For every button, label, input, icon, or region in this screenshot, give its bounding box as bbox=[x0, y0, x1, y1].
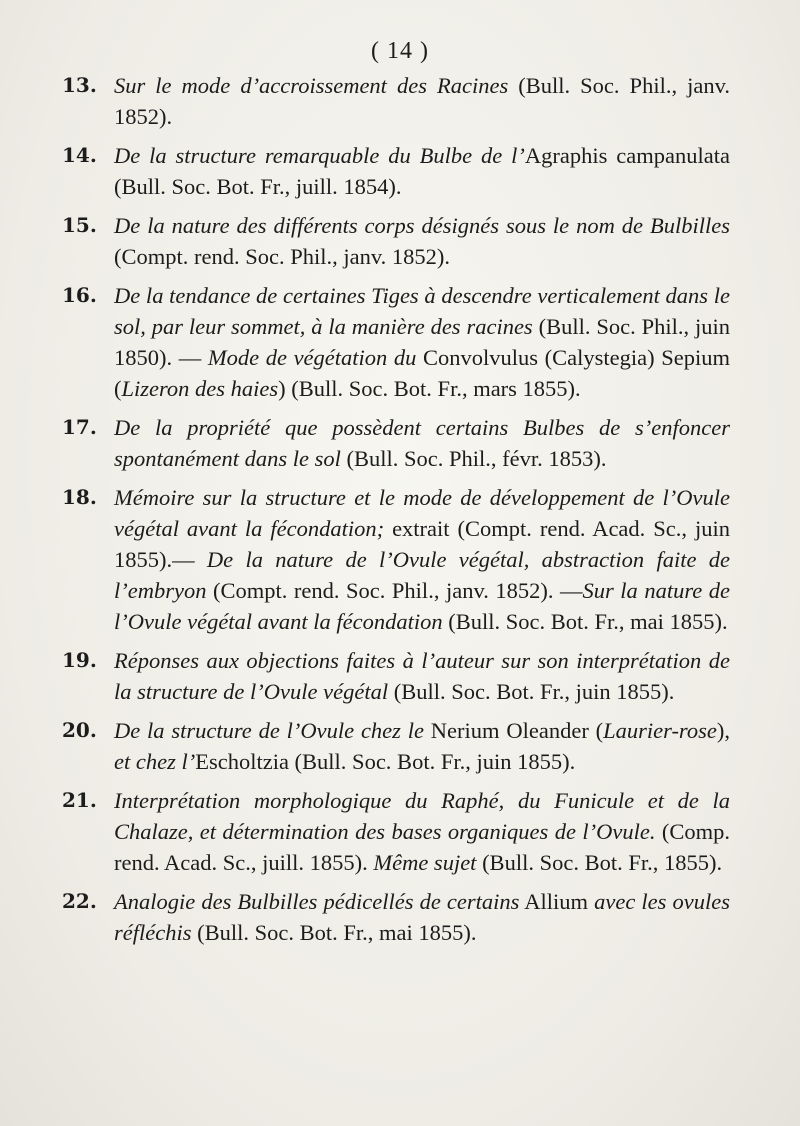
entry-number: 20. bbox=[62, 718, 97, 742]
entry-citation-text: Convolvulus (Calystegia) Sepium ( bbox=[114, 345, 730, 401]
entry-number: 16. bbox=[62, 283, 97, 307]
entry-citation-text: Escholtzia (Bull. Soc. Bot. Fr., juin 1855). bbox=[195, 749, 576, 774]
entry-number: 15. bbox=[62, 213, 97, 237]
entry-citation-text: (Bull. Soc. Bot. Fr., juin 1855). bbox=[388, 679, 675, 704]
entry-citation-text: Allium bbox=[519, 889, 595, 914]
bibliography-entry bbox=[62, 645, 730, 707]
entry-number: 21. bbox=[62, 788, 97, 812]
entry-number: 13. bbox=[62, 73, 97, 97]
bibliography-entry bbox=[62, 140, 730, 202]
entry-citation-text: (Comp. rend. Acad. Sc., juill. 1855). bbox=[114, 819, 730, 875]
entry-citation-text: ), bbox=[716, 718, 730, 743]
entry-title-text: Sur le mode d’accroissement des Racines bbox=[114, 73, 509, 98]
bibliography-entry bbox=[62, 70, 730, 132]
entry-title-text: De la nature des différents corps désignés sous le nom de Bulbilles bbox=[114, 213, 730, 238]
entry-citation-text: (Bull. Soc. Phil., janv. 1852). bbox=[114, 73, 730, 129]
entry-citation-text: (Compt. rend. Soc. Phil., janv. 1852). — bbox=[206, 578, 583, 603]
bibliography-entry bbox=[62, 785, 730, 878]
bibliography-entry bbox=[62, 715, 730, 777]
entry-number: 14. bbox=[62, 143, 97, 167]
entry-number: 18. bbox=[62, 485, 97, 509]
entry-citation-text: (Bull. Soc. Phil., juin 1850). — bbox=[114, 314, 730, 370]
entry-citation-text: Nerium Oleander ( bbox=[423, 718, 604, 743]
entry-title-text: Sur la nature de l’Ovule végétal avant la fécondation bbox=[114, 578, 730, 634]
entry-title-text: Laurier-rose bbox=[603, 718, 717, 743]
entry-citation-text: Agraphis campanulata (Bull. Soc. Bot. Fr., juill. 1854). bbox=[114, 143, 730, 199]
entry-title-text: De la structure remarquable du Bulbe de l’ bbox=[114, 143, 525, 168]
entry-citation-text: ) (Bull. Soc. Bot. Fr., mars 1855). bbox=[278, 376, 581, 401]
entry-title-text: De la propriété que possèdent certains Bulbes de s’enfoncer spontanément dans le sol bbox=[114, 415, 730, 471]
bibliography-entry bbox=[62, 210, 730, 272]
entry-citation-text: (Compt. rend. Soc. Phil., janv. 1852). bbox=[114, 244, 451, 269]
entry-title-text: Analogie des Bulbilles pédicellés de certains bbox=[114, 889, 520, 914]
entry-title-text: Lizeron des haies bbox=[121, 376, 279, 401]
bibliography-list bbox=[62, 70, 730, 956]
entry-citation-text: (Bull. Soc. Bot. Fr., 1855). bbox=[476, 850, 723, 875]
entry-number: 17. bbox=[62, 415, 97, 439]
entry-citation-text: (Bull. Soc. Bot. Fr., mai 1855). bbox=[191, 920, 477, 945]
entry-title-text: De la nature de l’Ovule végétal, abstraction faite de l’embryon bbox=[114, 547, 730, 603]
bibliography-entry bbox=[62, 280, 730, 404]
entry-title-text: Interprétation morphologique du Raphé, du Funicule et de la Chalaze, et détermination des bases organiques de l’Ovule. bbox=[114, 788, 730, 844]
entry-title-text: De la tendance de certaines Tiges à descendre verticalement dans le sol, par leur sommet, à la manière des racines bbox=[114, 283, 730, 339]
entry-title-text: avec les ovules réfléchis bbox=[114, 889, 731, 945]
page-number: ( 14 ) bbox=[371, 38, 429, 64]
entry-number: 22. bbox=[62, 889, 97, 913]
entry-title-text: De la structure de l’Ovule chez le bbox=[114, 718, 424, 743]
entry-citation-text: (Bull. Soc. Phil., févr. 1853). bbox=[340, 446, 607, 471]
bibliography-entry bbox=[62, 886, 730, 948]
entry-number: 19. bbox=[62, 648, 97, 672]
entry-title-text: Mémoire sur la structure et le mode de développement de l’Ovule végétal avant la fécondation; bbox=[114, 485, 730, 541]
bibliography-entry bbox=[62, 412, 730, 474]
bibliography-entry bbox=[62, 482, 730, 637]
entry-citation-text: (Bull. Soc. Bot. Fr., mai 1855). bbox=[442, 609, 728, 634]
entry-citation-text: extrait (Compt. rend. Acad. Sc., juin 1855).— bbox=[114, 516, 730, 572]
entry-title-text: Réponses aux objections faites à l’auteur sur son interprétation de la structure de l’Ovule végétal bbox=[114, 648, 730, 704]
entry-title-text: Même sujet bbox=[373, 850, 477, 875]
entry-title-text: et chez l’ bbox=[114, 749, 196, 774]
entry-title-text: Mode de végétation du bbox=[207, 345, 417, 370]
